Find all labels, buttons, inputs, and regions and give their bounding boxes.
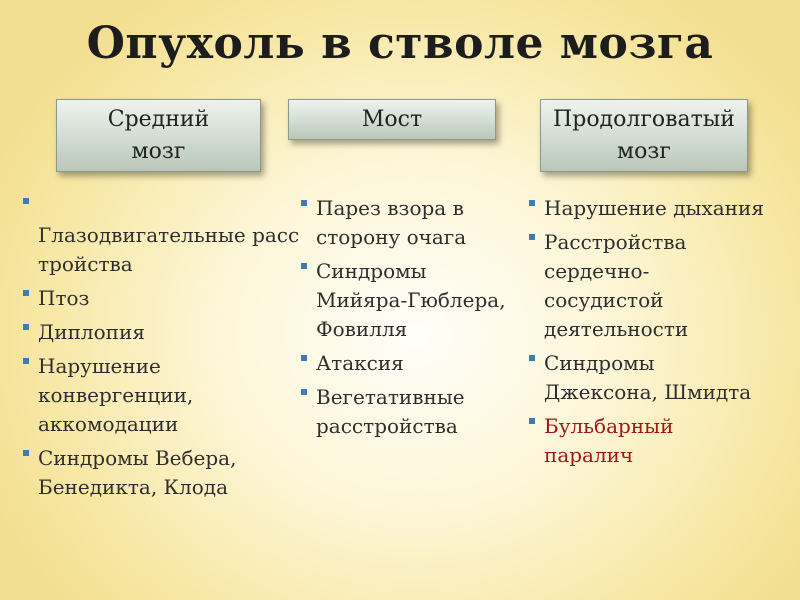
list-item-text: Вегетативные расстройства: [316, 385, 465, 438]
list-item-text: Синдромы Вебера, Бенедикта, Клода: [38, 446, 237, 499]
list-item-text: Глазодвигательные расстройства: [38, 223, 300, 276]
list-item-text: Синдромы Мийяра-Гюблера, Фовилля: [316, 259, 506, 341]
header-midbrain: [56, 99, 261, 172]
list-item: [528, 412, 768, 470]
list-item: [300, 194, 515, 252]
pons-symptoms-list: [300, 194, 515, 446]
list-item-text: Птоз: [38, 286, 90, 310]
list-item-text: Синдромы Джексона, Шмидта: [544, 351, 752, 404]
list-item-text: Диплопия: [38, 320, 145, 344]
list-item: [300, 383, 515, 441]
slide-title: Опухоль в стволе мозга: [86, 18, 714, 69]
list-item: [300, 349, 515, 378]
list-item-text: Расстройства сердечно-сосудистой деятельности: [544, 230, 689, 341]
list-item: [528, 194, 768, 223]
list-item-text: Нарушение дыхания: [544, 196, 764, 220]
list-item-text: Нарушение конвергенции, аккомодации: [38, 354, 194, 436]
header-medulla-label: Продолговатый мозг: [553, 106, 735, 164]
list-item: [300, 257, 515, 344]
list-item: [528, 228, 768, 344]
header-pons-label: Мост: [361, 106, 423, 132]
list-item-text-highlighted: Бульбарный паралич: [544, 414, 674, 467]
list-item: [22, 284, 284, 313]
header-pons: [288, 99, 496, 140]
list-item: [22, 318, 284, 347]
list-item: [22, 444, 284, 502]
list-item-text: Атаксия: [316, 351, 404, 375]
list-item-text: Парез взора в сторону очага: [316, 196, 467, 249]
list-item: [22, 192, 300, 279]
midbrain-symptoms-list: [22, 192, 300, 507]
medulla-symptoms-list: [528, 194, 768, 475]
list-item: [528, 349, 768, 407]
header-medulla: [540, 99, 748, 172]
header-midbrain-label: Средний мозг: [107, 106, 210, 164]
list-item: [22, 352, 284, 439]
